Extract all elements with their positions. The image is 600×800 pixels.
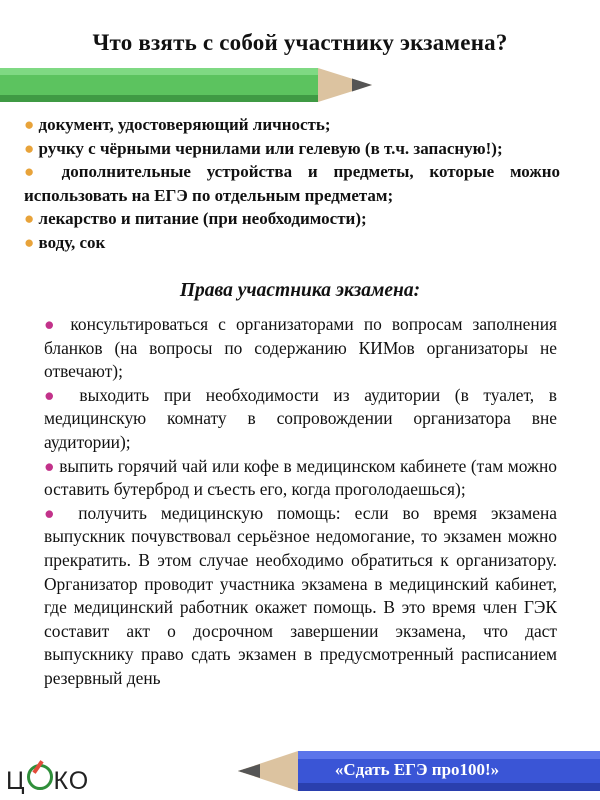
list-item: ● выпить горячий чай или кофе в медицинском кабинете (там можно оставить бутерброд и съесть его, когда проголодаешься); [44,455,557,500]
logo-emblem-icon [27,764,53,790]
list-item: ● лекарство и питание (при необходимости); [24,209,367,229]
green-pencil-banner [0,68,380,102]
bullet-icon: ● [24,232,35,252]
bullet-icon: ● [44,384,65,405]
bullet-icon: ● [44,502,65,523]
list-item: ● воду, сок [24,232,106,252]
list-item: ● ручку с чёрными чернилами или гелевую (в т.ч. запасную!); [24,138,503,158]
tsoko-logo: Ц КО [6,764,89,796]
cta-banner-text: «Сдать ЕГЭ про100!» [334,760,500,779]
rights-heading: Права участника экзамена: [179,280,421,301]
bullet-icon: ● [24,162,46,182]
page-title: Что взять с собой участнику экзамена? [92,30,508,55]
bullet-icon: ● [24,115,35,134]
bullet-icon: ● [24,209,35,229]
list-item: ● консультироваться с организаторами по вопросам заполнения бланков (на вопросы по содержанию КИМов организаторы не отвечают); [44,314,558,382]
list-item: ● выходить при необходимости из аудитории (в туалет, в медицинскую комнату в сопровождении организатора вне аудитории); [44,384,557,452]
list-item: ● документ, удостоверяющий личность; [24,115,331,134]
bring-list [24,113,560,255]
bullet-icon: ● [24,138,35,158]
list-item: ● дополнительные устройства и предметы, которые можно использовать на ЕГЭ по отдельным предметам; [24,162,560,205]
list-item: ● получить медицинскую помощь: если во время экзамена выпускник почувствовал серьёзное недомогание, то экзамен можно прекратить. В этом случае необходимо обратиться к организатору. Организатор проводит участника экзамена в медицинский кабинет, где медицинский работник окажет помощь. В это время член ГЭК составит акт о досрочном завершении экзамена, что даст выпускнику право сдать экзамен в предусмотренный расписанием резервный день [44,502,557,688]
rights-list [44,313,557,691]
bullet-icon: ● [44,455,55,476]
bullet-icon: ● [44,314,61,334]
